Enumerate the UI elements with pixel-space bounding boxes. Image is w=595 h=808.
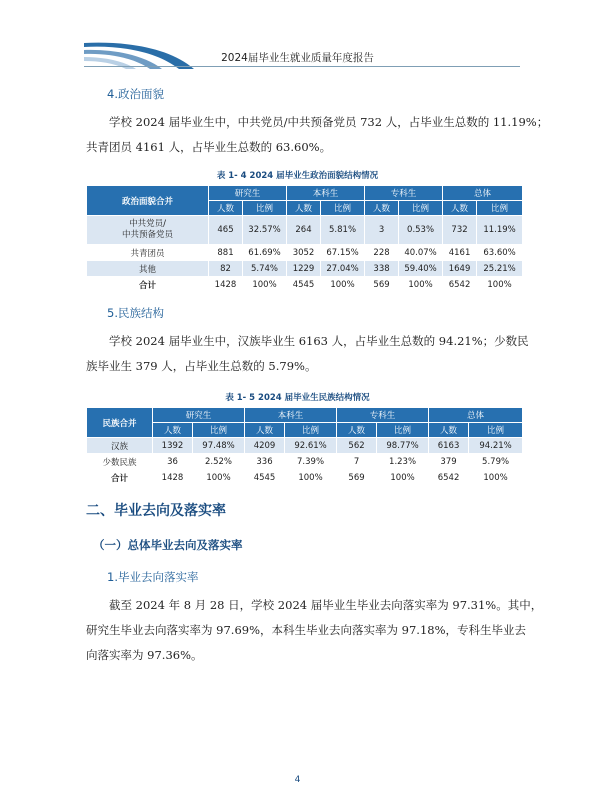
row-label: 合计 [87,277,209,293]
row-label: 合计 [87,470,153,486]
table-cell: 264 [287,216,321,245]
table-cell: 3052 [287,245,321,261]
page-number: 4 [294,775,301,785]
row-label [87,216,209,245]
table-cell: 4545 [245,470,285,486]
table-cell: 562 [337,438,377,454]
table-cell: 336 [245,454,285,470]
table-cell: 27.04% [321,261,365,277]
table-cell: 2.52% [193,454,245,470]
table-cell: 338 [365,261,399,277]
table-cell: 379 [429,454,469,470]
table-cell: 100% [377,470,429,486]
row-label-line1: 中共党员/ [129,219,166,229]
table2-subheader: 人数 [337,423,377,438]
header-title: 2024届毕业生就业质量年度报告 [221,52,374,64]
politics-heading: 4.政治面貌 [107,87,164,101]
subsection-title: （一）总体毕业去向及落实率 [93,538,243,552]
table-cell: 63.60% [477,245,523,261]
table-cell: 6163 [429,438,469,454]
placement-paragraph-line3: 向落实率为 97.36%。 [86,648,203,662]
table1-row-header: 政治面貌合并 [87,186,209,216]
table-cell: 1649 [443,261,477,277]
table-cell: 0.53% [399,216,443,245]
table-row [87,216,523,245]
table-cell: 7.39% [285,454,337,470]
table-cell: 11.19% [477,216,523,245]
politics-table [86,185,523,293]
table2-subheader: 人数 [429,423,469,438]
table-cell: 100% [399,277,443,293]
table-cell: 32.57% [243,216,287,245]
table-cell: 5.74% [243,261,287,277]
table1-subheader: 比例 [321,201,365,216]
table-cell: 1428 [153,470,193,486]
placement-rate-paragraph [86,593,543,668]
placement-paragraph-line2: 研究生毕业去向落实率为 97.69%，本科生毕业去向落实率为 97.18%，专科生毕业去 [86,623,527,637]
table-cell: 100% [321,277,365,293]
table2-group-header: 总体 [429,408,523,423]
table2-row-header: 民族合并 [87,408,153,438]
row-label: 汉族 [87,438,153,454]
table-cell: 36 [153,454,193,470]
table-cell: 1428 [209,277,243,293]
table-cell: 569 [337,470,377,486]
table-cell: 1392 [153,438,193,454]
ethnic-paragraph-line2: 族毕业生 379 人，占毕业生总数的 5.79%。 [86,359,317,373]
table2-group-header: 研究生 [153,408,245,423]
table-cell: 6542 [429,470,469,486]
table-cell: 4209 [245,438,285,454]
ethnic-paragraph [86,329,529,379]
table-row [87,245,523,261]
table-cell: 7 [337,454,377,470]
table1-subheader: 比例 [243,201,287,216]
table1-subheader: 人数 [209,201,243,216]
table2-caption: 表 1- 5 2024 届毕业生民族结构情况 [225,393,370,403]
row-label: 少数民族 [87,454,153,470]
table-cell: 100% [285,470,337,486]
table-cell: 25.21% [477,261,523,277]
table-cell: 67.15% [321,245,365,261]
table-cell: 569 [365,277,399,293]
table-cell: 6542 [443,277,477,293]
politics-paragraph-line1: 学校 2024 届毕业生中，中共党员/中共预备党员 732 人，占毕业生总数的 11.19%； [109,115,549,129]
table2-group-header: 专科生 [337,408,429,423]
chapter-title: 二、毕业去向及落实率 [86,503,226,519]
table-cell: 61.69% [243,245,287,261]
table-cell: 100% [469,470,523,486]
table2-subheader: 人数 [153,423,193,438]
table-row [87,454,523,470]
table-cell: 100% [477,277,523,293]
table-cell: 1.23% [377,454,429,470]
table-cell: 5.81% [321,216,365,245]
table-cell: 82 [209,261,243,277]
table1-group-header: 研究生 [209,186,287,201]
table2-subheader: 比例 [377,423,429,438]
ethnic-table [86,407,523,486]
table-cell: 732 [443,216,477,245]
table-cell: 92.61% [285,438,337,454]
table1-subheader: 人数 [443,201,477,216]
table-total-row [87,277,523,293]
table-cell: 40.07% [399,245,443,261]
table-cell: 59.40% [399,261,443,277]
table-cell: 98.77% [377,438,429,454]
table-cell: 100% [193,470,245,486]
table2-subheader: 比例 [469,423,523,438]
table-cell: 100% [243,277,287,293]
table1-group-header: 专科生 [365,186,443,201]
table2-subheader: 比例 [193,423,245,438]
placement-rate-heading: 1.毕业去向落实率 [107,570,199,584]
table1-subheader: 比例 [399,201,443,216]
table1-group-header: 总体 [443,186,523,201]
row-label: 其他 [87,261,209,277]
row-label: 共青团员 [87,245,209,261]
ethnic-paragraph-line1: 学校 2024 届毕业生中，汉族毕业生 6163 人，占毕业生总数的 94.21%；少数民 [109,334,529,348]
table-cell: 4545 [287,277,321,293]
ethnic-heading: 5.民族结构 [107,306,164,320]
row-label-line2: 中共预备党员 [121,230,173,240]
politics-paragraph-line2: 共青团员 4161 人，占毕业生总数的 63.60%。 [86,140,332,154]
table-row [87,261,523,277]
table1-subheader: 人数 [287,201,321,216]
table1-caption: 表 1- 4 2024 届毕业生政治面貌结构情况 [216,171,379,181]
table-cell: 5.79% [469,454,523,470]
table-cell: 465 [209,216,243,245]
table-row [87,438,523,454]
politics-paragraph [86,110,549,160]
table-cell: 97.48% [193,438,245,454]
table2-subheader: 人数 [245,423,285,438]
placement-paragraph-line1: 截至 2024 年 8 月 28 日，学校 2024 届毕业生毕业去向落实率为 97.31%。其中， [109,598,543,612]
table-total-row [87,470,523,486]
table-cell: 3 [365,216,399,245]
table-cell: 94.21% [469,438,523,454]
table-cell: 4161 [443,245,477,261]
header-divider [84,66,520,67]
table1-group-header: 本科生 [287,186,365,201]
table-cell: 881 [209,245,243,261]
table-cell: 228 [365,245,399,261]
table2-subheader: 比例 [285,423,337,438]
table1-subheader: 比例 [477,201,523,216]
table-cell: 1229 [287,261,321,277]
table1-subheader: 人数 [365,201,399,216]
table2-group-header: 本科生 [245,408,337,423]
